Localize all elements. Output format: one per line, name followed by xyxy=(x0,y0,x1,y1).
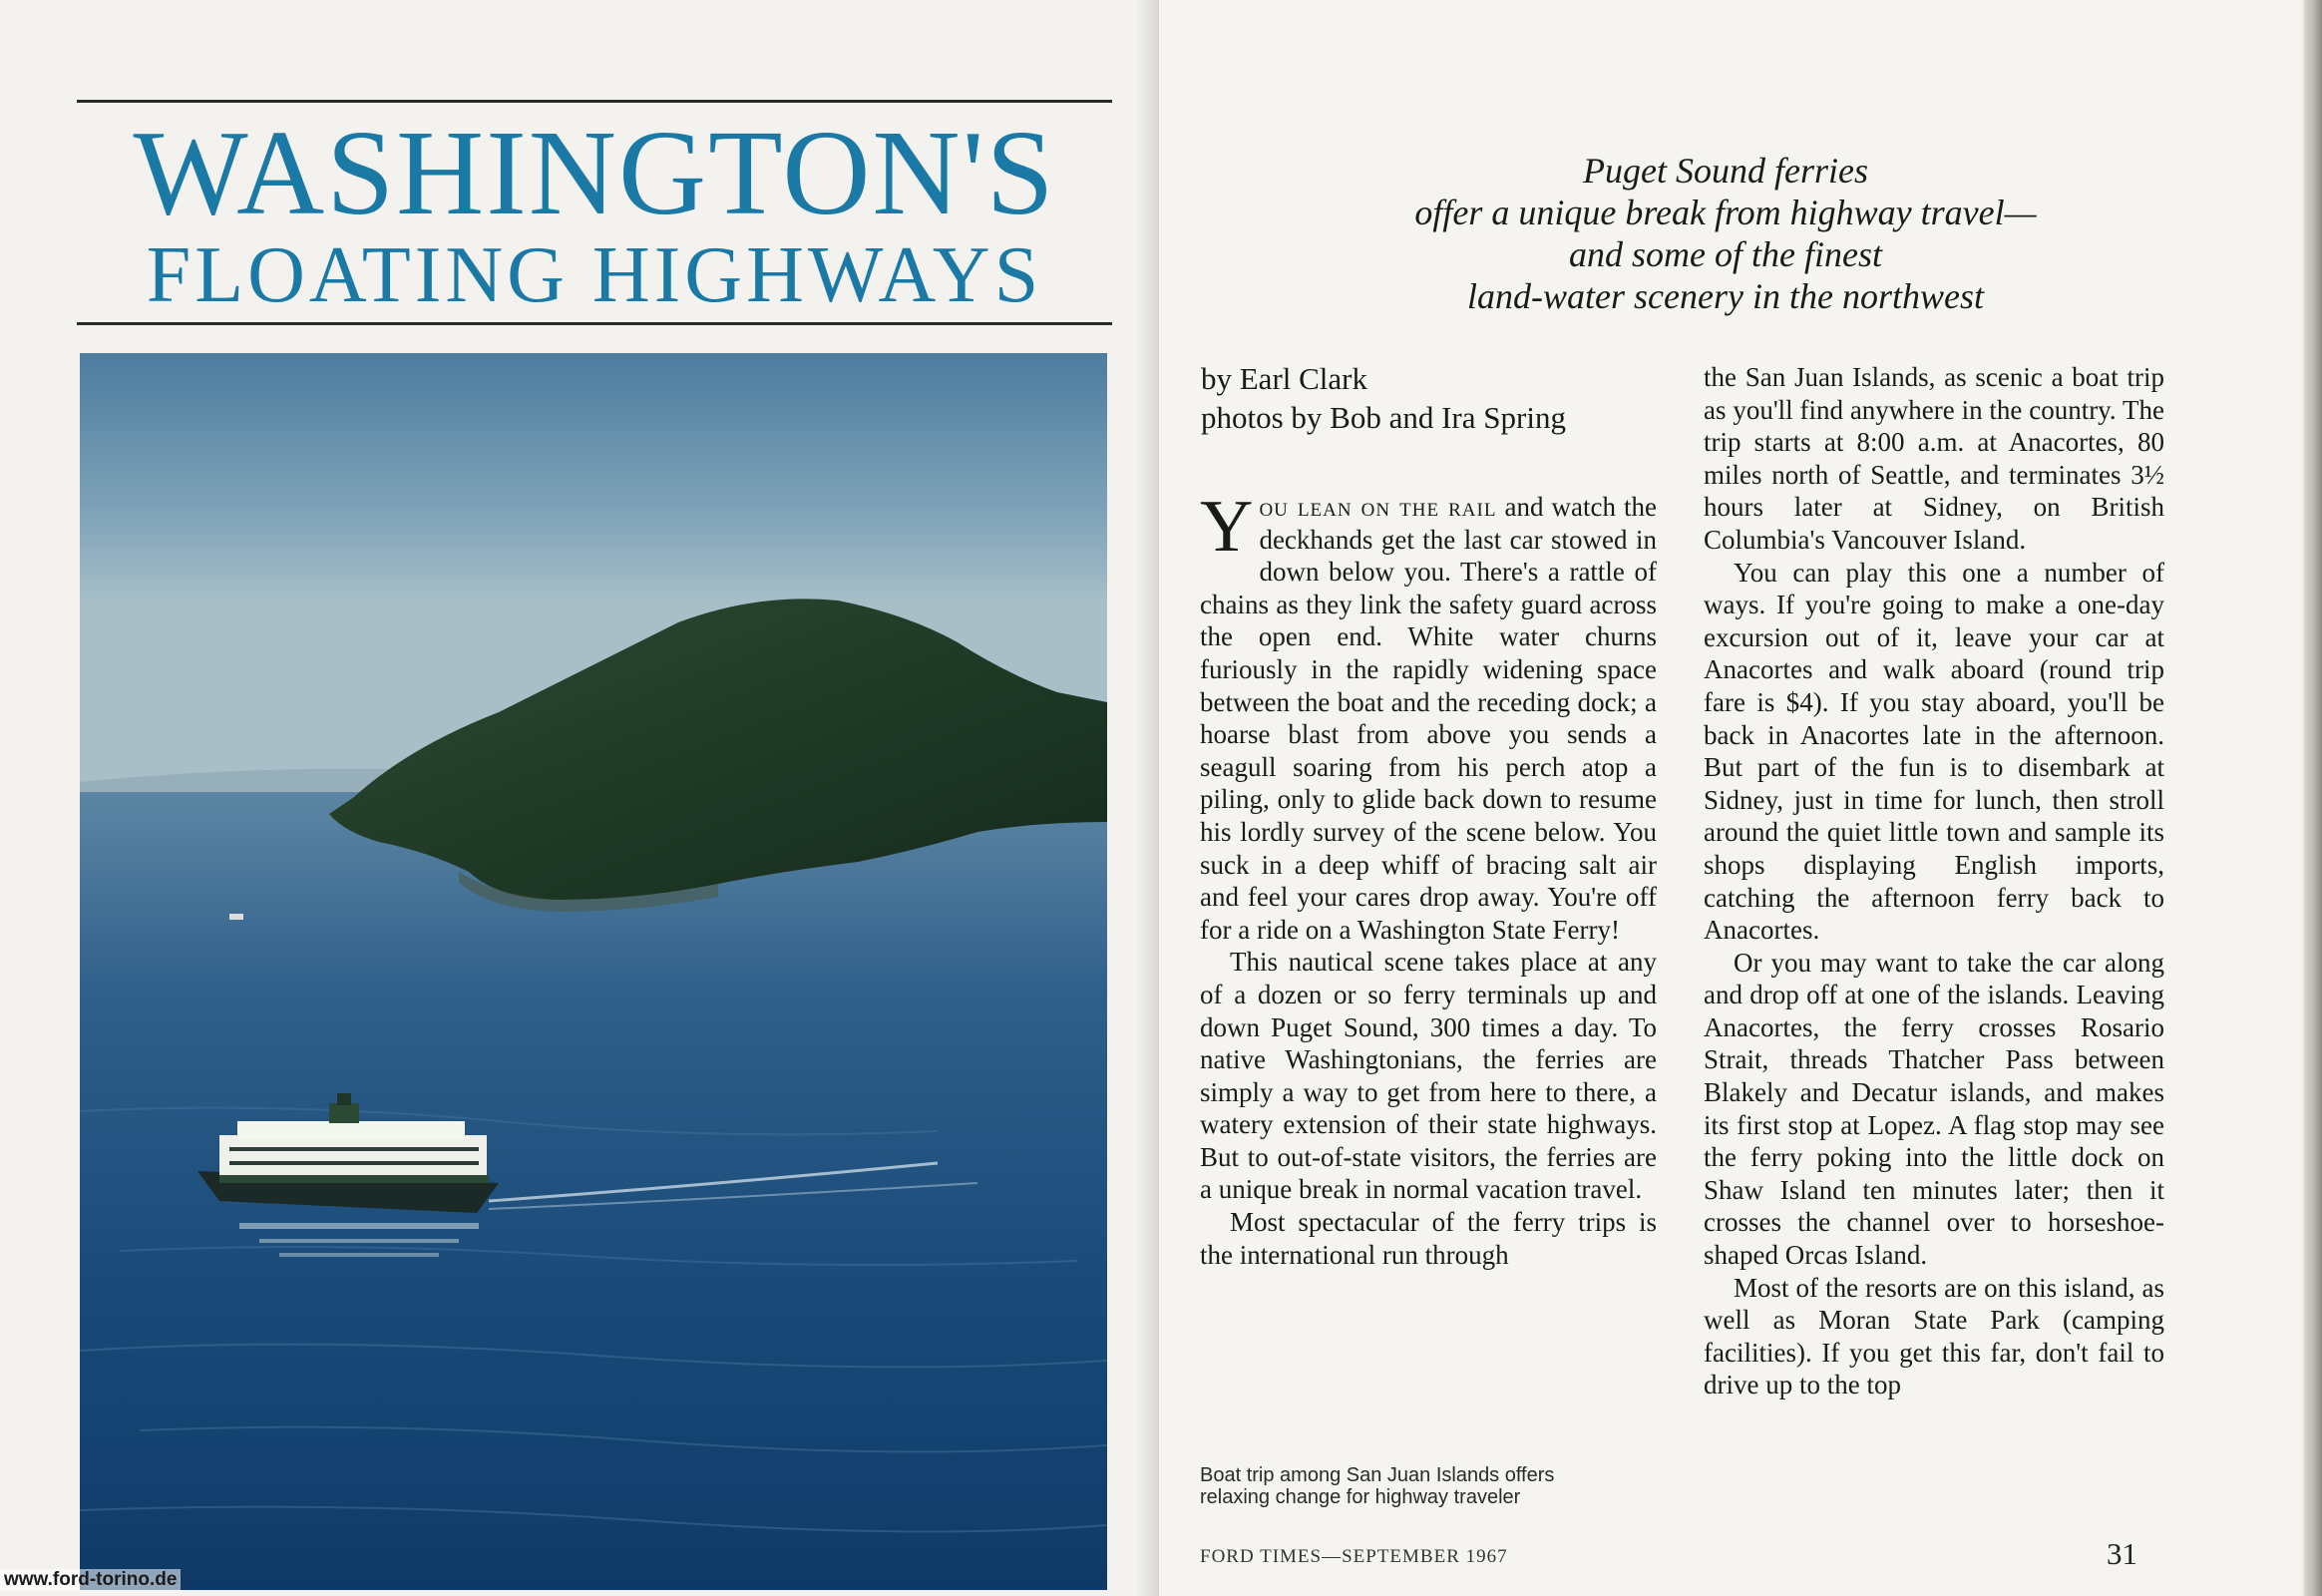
article-deck xyxy=(1197,150,2254,317)
paragraph-1-text: and watch the deckhands get the last car stowed in down below you. There's a rattle of chains as they link the safety guard across the open end. White water churns furiously in the rapidly widening space between the boat and the receding dock; a hoarse blast from above you sends a seagull soaring from his perch atop a piling, only to glide back down to resume his lordly survey of the scene below. You suck in a deep whiff of bracing salt air and feel your cares drop away. You're off for a ride on a Washington State Ferry! xyxy=(1200,492,1658,945)
magazine-footer: FORD TIMES—SEPTEMBER 1967 xyxy=(1200,1546,1508,1567)
lead-in-smallcaps: ou lean on the rail xyxy=(1259,492,1497,522)
paragraph-4: the San Juan Islands, as scenic a boat trip as you'll find anywhere in the country. The trip starts at 8:00 a.m. at Anacortes, 80 miles north of Seattle, and terminates 3½ hours later at Sidney, on British Columbia's Vancouver Island. xyxy=(1704,362,2164,555)
title-rule-bottom xyxy=(77,322,1112,325)
headline-line-1: WASHINGTON'S xyxy=(133,106,1056,240)
body-column-1 xyxy=(1200,486,1658,1271)
paragraph-1 xyxy=(1200,486,1658,946)
body-column-2 xyxy=(1704,361,2164,1401)
photo-credit: photos by Bob and Ira Spring xyxy=(1201,400,1566,435)
author-credit: by Earl Clark xyxy=(1201,361,1368,396)
page-number: 31 xyxy=(2107,1536,2137,1571)
byline xyxy=(1201,359,1660,437)
site-watermark: www.ford-torino.de xyxy=(0,1569,181,1591)
deck-line-3: and some of the finest xyxy=(1569,234,1882,274)
deck-line-2: offer a unique break from highway travel— xyxy=(1414,193,2037,232)
paragraph-2: This nautical scene takes place at any of a dozen or so ferry terminals up and down Puget Sound, 300 times a day. To native Washingtonians, the ferries are simply a way to get from here to there, a watery extension of their state highways. But to out-of-state visitors, the ferries are a unique break in normal vacation travel. xyxy=(1200,947,1657,1205)
page-edge xyxy=(2304,0,2322,1596)
ferry-island-photo xyxy=(80,353,1107,1590)
deck-line-1: Puget Sound ferries xyxy=(1583,151,1868,191)
paragraph-7: Most of the resorts are on this island, as well as Moran State Park (camping facilities). If you get this far, don't fail to drive up to the top xyxy=(1704,1272,2164,1400)
paragraph-6: Or you may want to take the car along and drop off at one of the islands. Leaving Anacortes, the ferry crosses Rosario Strait, threads Thatcher Pass between Blakely and Decatur islands, and makes its first stop at Lopez. A flag stop may see the ferry poking into the little dock on Shaw Island ten minutes later; then it crosses the channel over to horseshoe-shaped Orcas Island. xyxy=(1704,947,2164,1271)
deck-line-4: land-water scenery in the northwest xyxy=(1467,276,1984,316)
paragraph-3: Most spectacular of the ferry trips is the international run through xyxy=(1200,1207,1657,1270)
drop-cap: Y xyxy=(1200,486,1254,568)
photo-caption xyxy=(1200,1464,1639,1508)
caption-line-1: Boat trip among San Juan Islands offers xyxy=(1200,1464,1555,1486)
headline-line-2: FLOATING HIGHWAYS xyxy=(146,231,1043,319)
title-rule-top xyxy=(77,100,1112,103)
paragraph-5: You can play this one a number of ways. If you're going to make a one-day excursion out of it, leave your car at Anacortes and walk aboard (round trip fare is $4). If you stay aboard, you'll be back in Anacortes late in the afternoon. But part of the fun is to disembark at Sidney, just in time for lunch, then stroll around the quiet little town and sample its shops displaying English imports, catching the afternoon ferry back to Anacortes. xyxy=(1704,557,2164,946)
left-page xyxy=(0,0,1159,1596)
caption-line-2: relaxing change for highway traveler xyxy=(1200,1486,1521,1508)
